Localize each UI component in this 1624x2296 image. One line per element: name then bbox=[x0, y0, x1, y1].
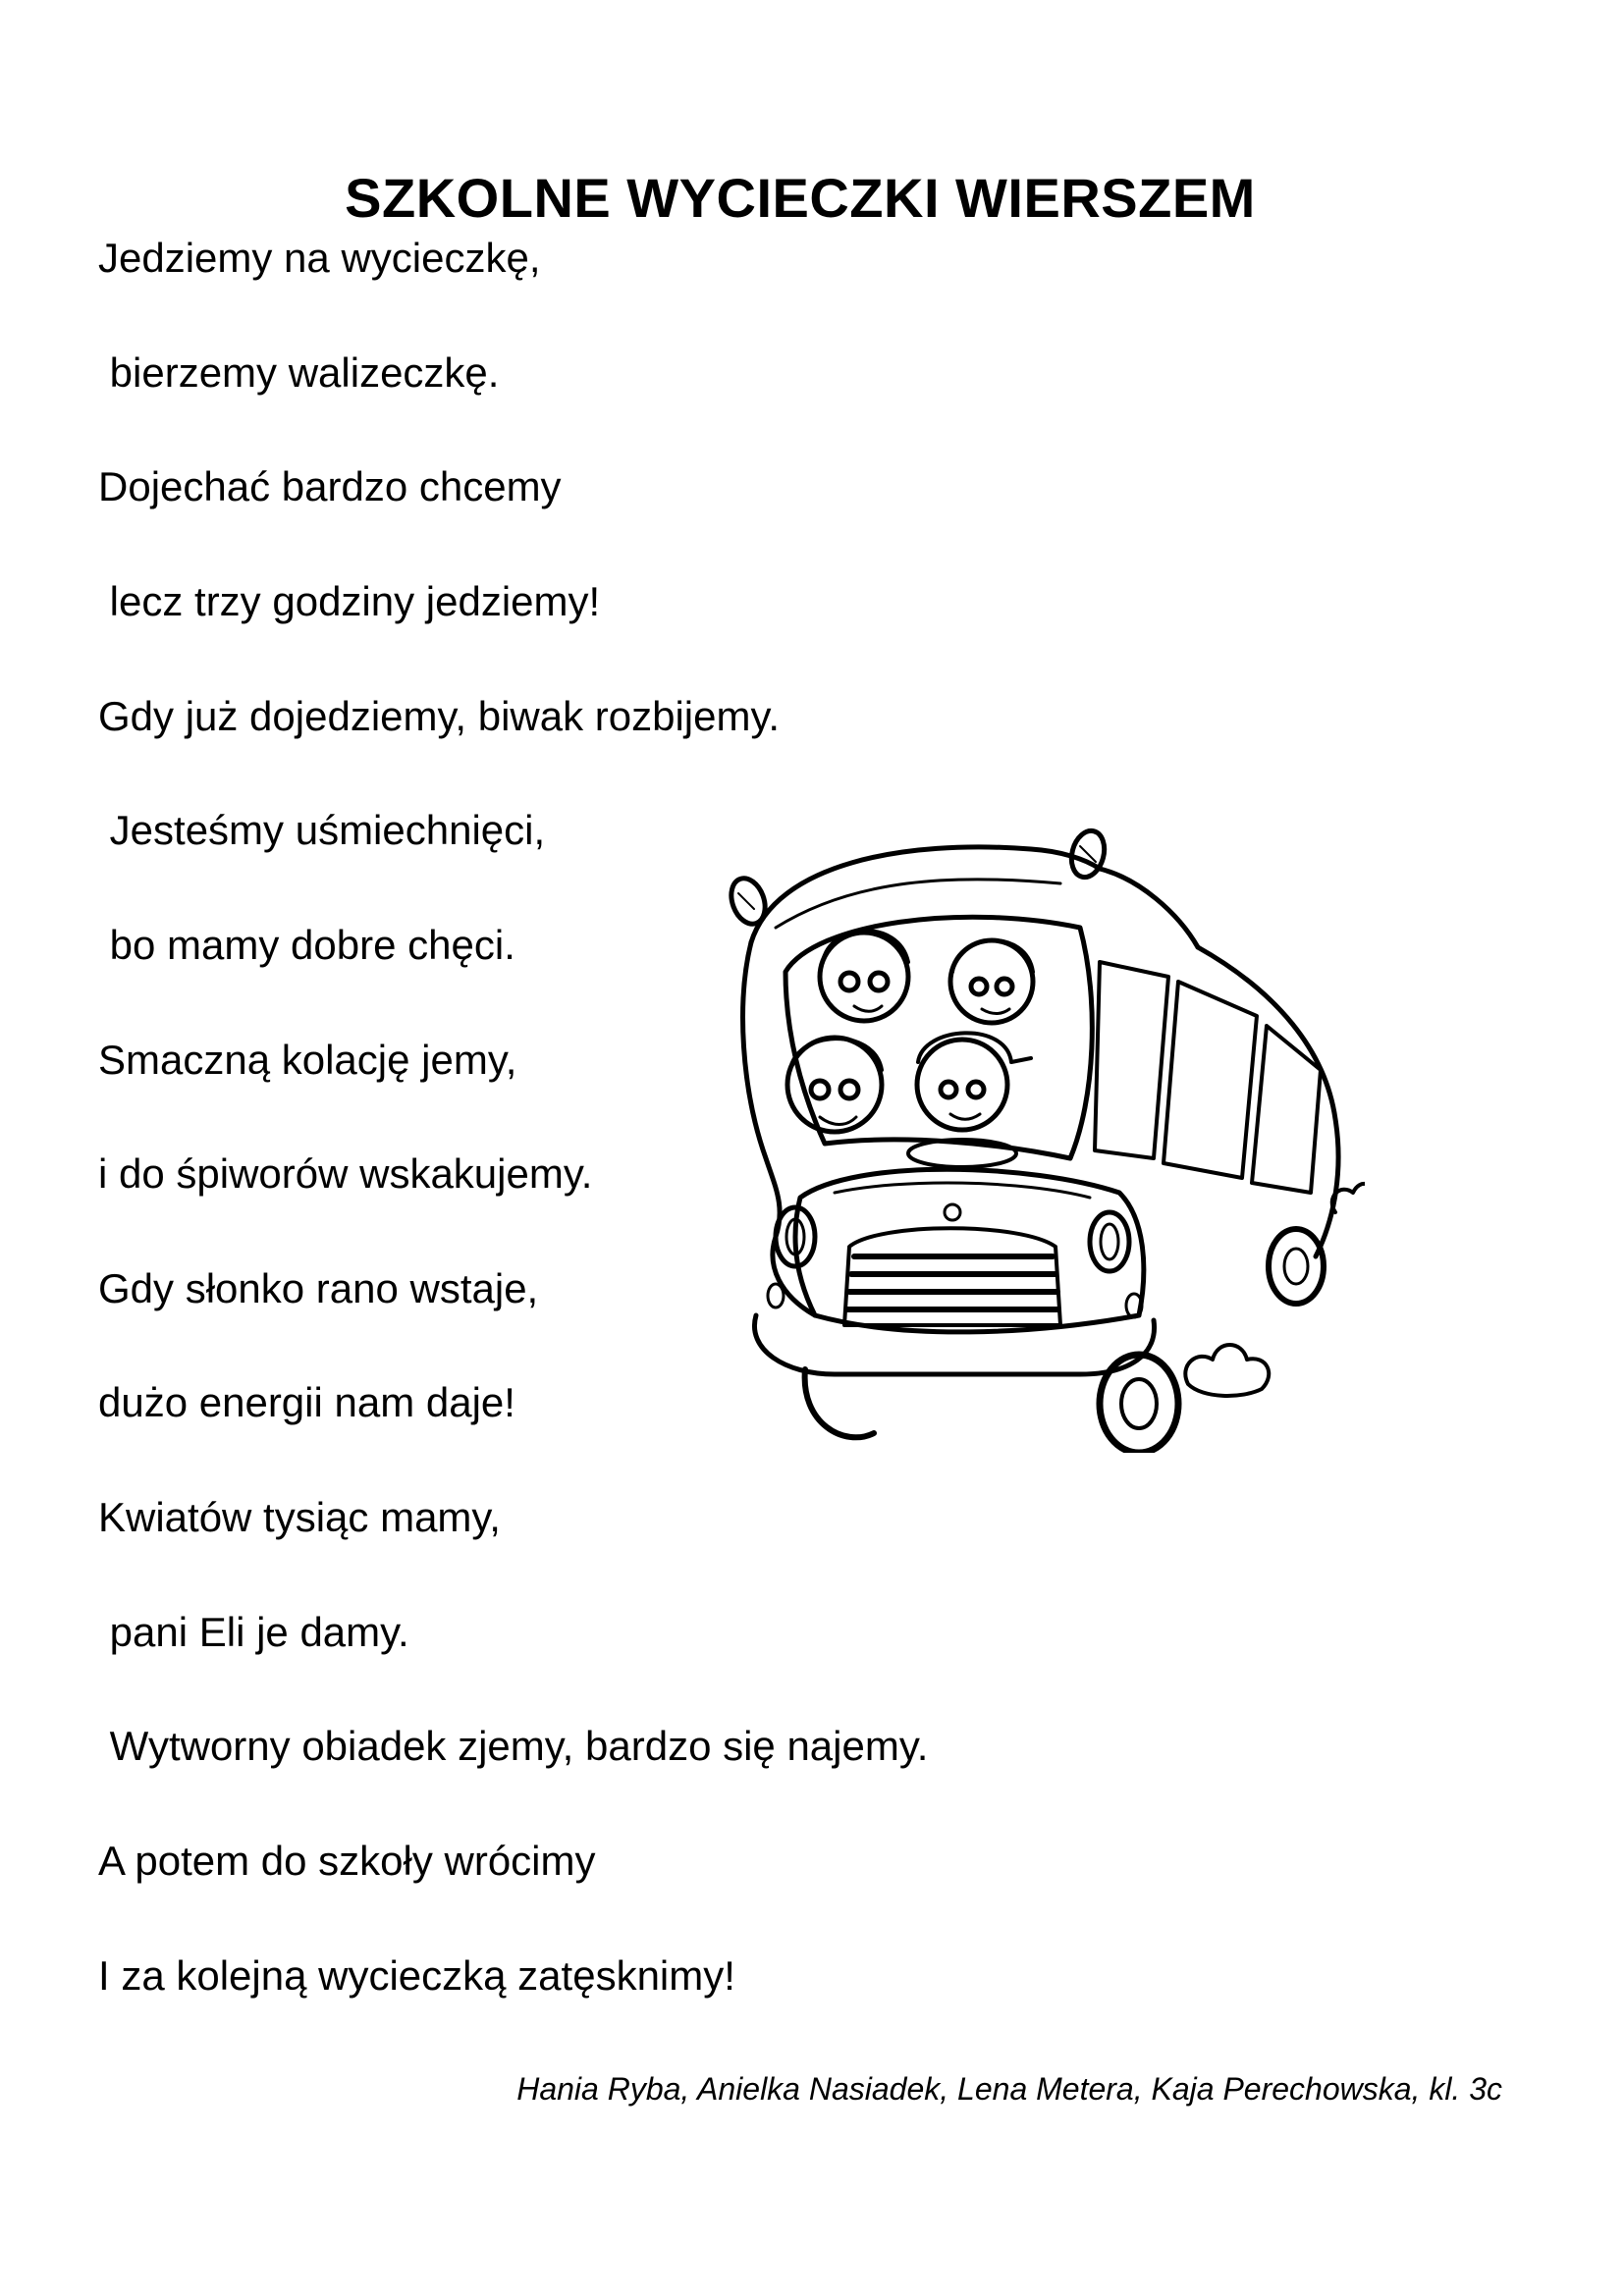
poem-line: bo mamy dobre chęci. bbox=[98, 922, 515, 968]
poem-title: SZKOLNE WYCIECZKI WIERSZEM bbox=[345, 166, 1256, 229]
poem-line: I za kolejną wycieczką zatęsknimy! bbox=[98, 1952, 735, 1999]
poem-line: dużo energii nam daje! bbox=[98, 1379, 515, 1425]
poem-line: Kwiatów tysiąc mamy, bbox=[98, 1494, 501, 1540]
poem-line: Dojechać bardzo chcemy bbox=[98, 463, 562, 509]
poem-authors: Hania Ryba, Anielka Nasiadek, Lena Metera, Kaja Perechowska, kl. 3c bbox=[516, 2071, 1502, 2107]
poem-line: Smaczną kolację jemy, bbox=[98, 1037, 517, 1083]
poem-line: i do śpiworów wskakujemy. bbox=[98, 1150, 593, 1197]
poem-line: Jesteśmy uśmiechnięci, bbox=[98, 807, 546, 853]
poem-line: Jedziemy na wycieczkę, bbox=[98, 235, 541, 281]
poem-line: Gdy słonko rano wstaje, bbox=[98, 1265, 539, 1311]
poem-line: lecz trzy godziny jedziemy! bbox=[98, 578, 601, 624]
poem-line: A potem do szkoły wrócimy bbox=[98, 1838, 596, 1884]
poem-line: bierzemy walizeczkę. bbox=[98, 349, 500, 396]
poem-line: Wytworny obiadek zjemy, bardzo się najemy. bbox=[98, 1723, 929, 1769]
poem-line: pani Eli je damy. bbox=[98, 1609, 409, 1655]
poem-line: Gdy już dojedziemy, biwak rozbijemy. bbox=[98, 693, 781, 739]
school-bus-with-children-icon bbox=[707, 805, 1365, 1453]
